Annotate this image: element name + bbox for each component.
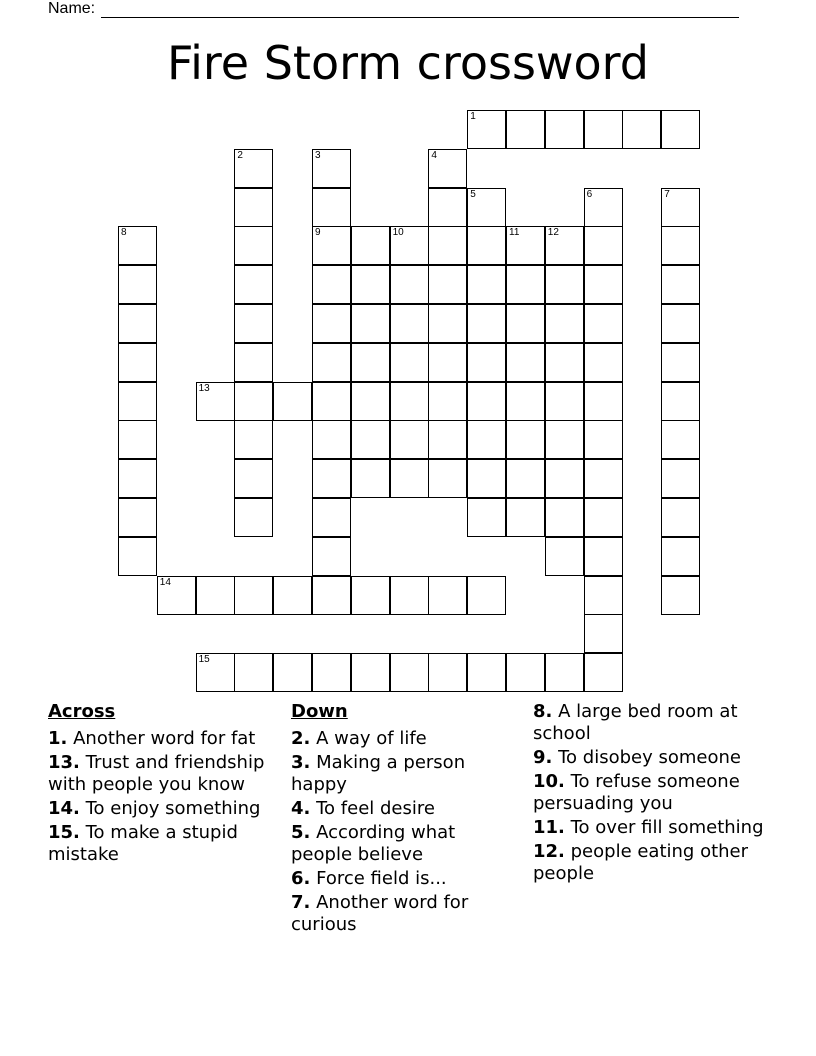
grid-cell[interactable] — [584, 537, 623, 576]
grid-cell[interactable] — [234, 653, 273, 692]
grid-cell[interactable] — [273, 653, 312, 692]
grid-cell[interactable] — [312, 420, 351, 459]
grid-cell[interactable] — [234, 576, 273, 615]
grid-cell[interactable] — [661, 265, 700, 304]
grid-cell[interactable] — [545, 304, 584, 343]
clue-item — [291, 822, 521, 866]
clue-item — [533, 841, 769, 885]
grid-cell[interactable] — [390, 382, 429, 421]
grid-cell[interactable] — [545, 265, 584, 304]
grid-cell[interactable] — [661, 459, 700, 498]
grid-cell[interactable] — [390, 304, 429, 343]
clue-item-number: 2. — [291, 728, 311, 749]
grid-cell[interactable] — [428, 382, 467, 421]
grid-cell[interactable] — [584, 304, 623, 343]
grid-cell[interactable] — [661, 576, 700, 615]
clue-item-number: 15. — [48, 822, 80, 843]
grid-cell[interactable] — [312, 382, 351, 421]
clue-item-number: 12. — [533, 841, 565, 862]
grid-cell[interactable] — [584, 188, 623, 227]
down-clue-list — [291, 728, 521, 936]
clue-item-number: 10. — [533, 771, 565, 792]
clue-number: 1 — [470, 111, 476, 122]
grid-cell[interactable] — [467, 420, 506, 459]
grid-cell[interactable] — [661, 420, 700, 459]
grid-cell[interactable] — [428, 265, 467, 304]
grid-cell[interactable] — [545, 498, 584, 537]
clue-item-number: 7. — [291, 892, 311, 913]
clue-item-number: 9. — [533, 747, 553, 768]
grid-cell[interactable] — [118, 343, 157, 382]
grid-cell[interactable] — [312, 498, 351, 537]
grid-cell[interactable] — [584, 110, 623, 149]
clue-item-text: According what people believe — [291, 822, 456, 865]
clue-item-number: 13. — [48, 752, 80, 773]
grid-cell[interactable] — [467, 265, 506, 304]
grid-cell[interactable] — [661, 304, 700, 343]
grid-cell[interactable] — [234, 226, 273, 265]
clue-number: 14 — [159, 576, 171, 588]
grid-cell[interactable] — [467, 343, 506, 382]
grid-cell[interactable] — [584, 226, 623, 265]
grid-cell[interactable] — [545, 653, 584, 692]
grid-cell[interactable] — [661, 110, 700, 149]
clue-item-number: 8. — [533, 701, 553, 722]
clue-number: 3 — [315, 149, 321, 161]
grid-cell[interactable] — [390, 226, 429, 265]
clue-item-text: Making a person happy — [291, 752, 466, 795]
clue-item-text: To feel desire — [316, 798, 435, 819]
clue-number: 7 — [664, 188, 670, 200]
grid-cell[interactable] — [545, 110, 584, 149]
grid-cell[interactable] — [390, 576, 429, 615]
clue-item-text: Force field is... — [316, 868, 447, 889]
grid-cell[interactable] — [234, 149, 273, 188]
grid-cell[interactable] — [506, 110, 545, 149]
grid-cell[interactable] — [196, 382, 235, 421]
grid-cell[interactable] — [312, 149, 351, 188]
grid-cell[interactable] — [467, 110, 506, 149]
grid-cell[interactable] — [312, 343, 351, 382]
grid-cell[interactable] — [506, 420, 545, 459]
grid-cell[interactable] — [428, 188, 467, 227]
down-clues-continued — [533, 701, 769, 887]
grid-cell[interactable] — [467, 382, 506, 421]
clue-item-text: To disobey someone — [558, 747, 741, 768]
clue-item-text: To enjoy something — [85, 798, 261, 819]
clue-item — [48, 822, 284, 866]
grid-cell[interactable] — [390, 343, 429, 382]
clue-item-text: To over fill something — [570, 817, 764, 838]
grid-cell[interactable] — [312, 653, 351, 692]
clue-item-text: Another word for fat — [73, 728, 256, 749]
grid-cell[interactable] — [196, 653, 235, 692]
grid-cell[interactable] — [661, 382, 700, 421]
clue-item-number: 6. — [291, 868, 311, 889]
grid-cell[interactable] — [312, 576, 351, 615]
grid-cell[interactable] — [312, 537, 351, 576]
grid-cell[interactable] — [428, 420, 467, 459]
grid-cell[interactable] — [428, 576, 467, 615]
grid-cell[interactable] — [584, 498, 623, 537]
grid-cell[interactable] — [428, 459, 467, 498]
grid-cell[interactable] — [118, 226, 157, 265]
clue-item-text: A way of life — [316, 728, 427, 749]
grid-cell[interactable] — [584, 343, 623, 382]
grid-cell[interactable] — [506, 343, 545, 382]
across-heading: Across — [48, 701, 116, 722]
grid-cell[interactable] — [584, 653, 623, 692]
grid-cell[interactable] — [351, 459, 390, 498]
grid-cell[interactable] — [467, 576, 506, 615]
grid-cell[interactable] — [584, 576, 623, 615]
clue-item-text: Trust and friendship with people you know — [48, 752, 265, 795]
clue-item-number: 3. — [291, 752, 311, 773]
grid-cell[interactable] — [118, 459, 157, 498]
grid-cell[interactable] — [584, 382, 623, 421]
across-clues — [48, 701, 284, 868]
grid-cell[interactable] — [351, 420, 390, 459]
grid-cell[interactable] — [312, 459, 351, 498]
grid-cell[interactable] — [661, 343, 700, 382]
clue-item-number: 11. — [533, 817, 565, 838]
grid-cell[interactable] — [234, 382, 273, 421]
grid-cell[interactable] — [428, 343, 467, 382]
grid-cell[interactable] — [118, 420, 157, 459]
grid-cell[interactable] — [467, 498, 506, 537]
grid-cell[interactable] — [467, 653, 506, 692]
clue-number: 5 — [470, 188, 476, 200]
down-heading: Down — [291, 701, 348, 722]
grid-cell[interactable] — [351, 265, 390, 304]
clue-number: 12 — [547, 227, 559, 239]
clue-item — [48, 728, 284, 750]
grid-cell[interactable] — [118, 304, 157, 343]
clue-item-text: Another word for curious — [291, 892, 469, 935]
clue-number: 15 — [198, 654, 210, 666]
grid-cell[interactable] — [351, 653, 390, 692]
grid-cell[interactable] — [506, 459, 545, 498]
clue-number: 4 — [431, 149, 437, 161]
grid-cell[interactable] — [312, 226, 351, 265]
grid-cell[interactable] — [234, 420, 273, 459]
grid-cell[interactable] — [661, 498, 700, 537]
clue-item — [533, 817, 769, 839]
across-clue-list — [48, 728, 284, 866]
grid-cell[interactable] — [234, 265, 273, 304]
grid-cell[interactable] — [545, 459, 584, 498]
grid-cell[interactable] — [351, 576, 390, 615]
grid-cell[interactable] — [312, 188, 351, 227]
grid-cell[interactable] — [234, 498, 273, 537]
grid-cell[interactable] — [467, 188, 506, 227]
clue-item — [533, 747, 769, 769]
grid-cell[interactable] — [506, 498, 545, 537]
grid-cell[interactable] — [273, 382, 312, 421]
grid-cell[interactable] — [428, 653, 467, 692]
clue-item-text: To make a stupid mistake — [48, 822, 238, 865]
grid-cell[interactable] — [234, 188, 273, 227]
grid-cell[interactable] — [622, 110, 661, 149]
down-clues — [291, 701, 521, 938]
clue-item — [291, 892, 521, 936]
clue-item-number: 5. — [291, 822, 311, 843]
grid-cell[interactable] — [390, 459, 429, 498]
grid-cell[interactable] — [118, 537, 157, 576]
grid-cell[interactable] — [118, 498, 157, 537]
grid-cell[interactable] — [584, 459, 623, 498]
grid-cell[interactable] — [351, 382, 390, 421]
clue-item — [533, 771, 769, 815]
clue-number: 13 — [198, 382, 210, 394]
grid-cell[interactable] — [428, 304, 467, 343]
grid-cell[interactable] — [234, 343, 273, 382]
grid-cell[interactable] — [467, 459, 506, 498]
grid-cell[interactable] — [118, 265, 157, 304]
clue-item-number: 1. — [48, 728, 68, 749]
clue-item — [291, 728, 521, 750]
grid-cell[interactable] — [118, 382, 157, 421]
clue-item — [291, 868, 521, 890]
grid-cell[interactable] — [428, 226, 467, 265]
grid-cell[interactable] — [506, 265, 545, 304]
grid-cell[interactable] — [545, 420, 584, 459]
grid-cell[interactable] — [545, 226, 584, 265]
grid-cell[interactable] — [584, 265, 623, 304]
grid-cell[interactable] — [428, 149, 467, 188]
grid-cell[interactable] — [661, 537, 700, 576]
clue-item — [533, 701, 769, 745]
down-clue-list-continued — [533, 701, 769, 885]
grid-cell[interactable] — [157, 576, 196, 615]
grid-cell[interactable] — [234, 459, 273, 498]
grid-cell[interactable] — [506, 653, 545, 692]
clue-number: 11 — [509, 227, 520, 239]
clue-item — [48, 798, 284, 820]
clue-item-text: To refuse someone persuading you — [533, 771, 740, 814]
grid-cell[interactable] — [390, 420, 429, 459]
grid-cell[interactable] — [234, 304, 273, 343]
grid-cell[interactable] — [545, 537, 584, 576]
grid-cell[interactable] — [545, 343, 584, 382]
clue-item-number: 14. — [48, 798, 80, 819]
clue-item — [48, 752, 284, 796]
grid-cell[interactable] — [545, 382, 584, 421]
clue-number: 10 — [392, 227, 404, 239]
grid-cell[interactable] — [584, 420, 623, 459]
grid-cell[interactable] — [351, 343, 390, 382]
grid-cell[interactable] — [312, 304, 351, 343]
grid-cell[interactable] — [351, 304, 390, 343]
grid-cell[interactable] — [661, 188, 700, 227]
grid-cell[interactable] — [390, 265, 429, 304]
puzzle-title: Fire Storm crossword — [167, 36, 649, 90]
clue-item-number: 4. — [291, 798, 311, 819]
grid-cell[interactable] — [351, 226, 390, 265]
clue-number: 8 — [121, 227, 127, 239]
name-label: Name: — [48, 0, 96, 17]
grid-cell[interactable] — [661, 226, 700, 265]
clue-number: 6 — [586, 188, 593, 200]
clue-number: 9 — [315, 227, 321, 239]
clue-number: 2 — [237, 149, 243, 161]
grid-cell[interactable] — [467, 226, 506, 265]
clue-item-text: A large bed room at school — [533, 701, 738, 744]
clue-item-text: people eating other people — [533, 841, 749, 884]
grid-cell[interactable] — [506, 304, 545, 343]
clue-item — [291, 752, 521, 796]
grid-cell[interactable] — [196, 576, 235, 615]
clue-item — [291, 798, 521, 820]
grid-cell[interactable] — [312, 265, 351, 304]
grid-cell[interactable] — [467, 304, 506, 343]
grid-cell[interactable] — [390, 653, 429, 692]
grid-cell[interactable] — [584, 614, 623, 653]
grid-cell[interactable] — [506, 382, 545, 421]
grid-cell[interactable] — [506, 226, 545, 265]
grid-cell[interactable] — [273, 576, 312, 615]
